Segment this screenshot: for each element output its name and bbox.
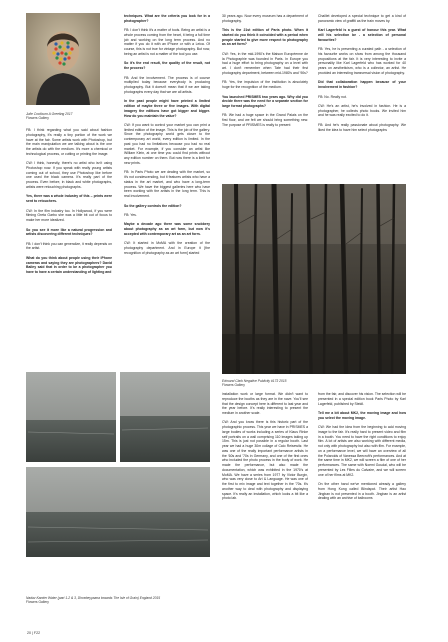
forest-image-icon — [222, 184, 406, 374]
question-paragraph: techniques. What are the criteria you look for in a photographer? — [124, 14, 210, 23]
answer-paragraph: CW: We had the idea from the beginning to add moving image to the fair. It's really hard to present video and film in a booth. You need to have the right conditions to enjoy film. A lot of artists are also working with different media, not only with photography but also with film. For example, on a performance level, we will have an overview of all the Polaroids of Vanessa Beecroft's performances. And at the same time in MK2, we will screen a film of one of her performances. The same with Noemi Goudal, who will be presented by Les Filles du Calvaire, and we will screen one of her films at MK2. — [318, 425, 406, 477]
question-paragraph: So the gallery controls the edition? — [124, 203, 182, 208]
sea-image-icon — [26, 372, 210, 557]
question-paragraph: Maybe a decade ago there was some snobbery about photography as an art form, but now it's accepted with contemporary art as an art form. — [124, 222, 210, 236]
question-paragraph: So you see it more like a natural progression and artists discovering different techniques? — [26, 227, 112, 237]
answer-paragraph: FB: In Paris Photo we are dealing with the market, so it's not condescending, but it features artists who have a status in the art market, and who have a long-term process. We have the biggest galleries here who have been working with the artists in the long term. This is real involvement. — [124, 170, 210, 199]
answer-paragraph: CW: Yes, in the mid-1990's the Maison Européenne de la Photographie was founded in Paris. In Europe you had a huge effort to bring photography on a level with art. I don't remember when Tate had their first photography department, between mid-1980's and '90s? — [222, 51, 308, 75]
forest-photo — [222, 184, 406, 374]
question-paragraph: You launched PRISMES two years ago. Why did you decide there was the need for a separate section for large format photographs? — [222, 94, 308, 108]
question-paragraph: Tell me a bit about MK2, the moving image and how you select the moving image. — [318, 410, 406, 420]
answer-paragraph: FB: We had a huge space in the Grand Palais on the first floor, and we felt we should bring something new. The purpose of PRISMES is really to present — [222, 113, 308, 127]
question-paragraph: This is the 21st edition of Paris photo. When it started do you think it coincided with a period when people started to give more respect to photography as an art form? — [222, 28, 308, 47]
answer-paragraph: FB: Yes, he is presenting a curated path - a selection of his favourite works on show from among the thousand propositions at the fair. It is very interesting to invite a personality like Karl Lagerfeld who has worked for 40 years on aestheticism, who is a collector, an artist. He provided an interesting transversal vision of photography. — [318, 47, 406, 75]
answer-paragraph: FB: And the involvement. The process is of course multiplied today because everybody is producing photography. But it doesn't mean that if we are taking photographs every day that we are all artists. — [124, 75, 210, 94]
caption-title: Edmund Clark Negative Publicity #173 2015 — [222, 379, 287, 383]
page-number: 20 | F22 — [27, 631, 41, 635]
question-paragraph: Karl Lagerfeld is a guest of honour this year. What will his selection be - a selection of personal favourites? — [318, 28, 406, 42]
question-paragraph: In the past people might have printed a limited edition of maybe three or five images. With digital imagery the editions have got bigger and bigger. How do you maintain the value? — [124, 99, 210, 118]
sea-photos — [26, 372, 210, 557]
answer-paragraph: FB: I think regarding what you said about fashion photography, it's really a tiny portion of the work we have at the fair. Some artists work with Photoshop, but the main manipulation we are talking about is the one the artists do with the medium. It's more a chemical or technological process, or cutting or printing the image. — [26, 128, 112, 156]
answer-paragraph: installation work or large format. We didn't want to reproduce the booths as they are in the nave. You'll see that the design concept here is different to last year and the year before. It's really interesting to present the medium in another scale. — [222, 392, 308, 415]
question-paragraph: What do you think about people using their iPhone cameras and saying they are photographers? David Bailey said that in order to be a photographer you have to have a certain understanding of lighting and — [26, 255, 112, 275]
caption-gallery: Flowers Gallery — [222, 383, 245, 388]
article-column-3 — [222, 14, 308, 179]
article-column-3-continued — [222, 392, 308, 552]
answer-paragraph: CW: It started in MoMA with the creation of the photography department. And in Europe it [the recognition of photography as an art form] started — [124, 241, 210, 255]
question-paragraph: Did that collaboration happen because of your involvement in fashion? — [318, 80, 406, 90]
answer-paragraph: FB: Yes, the impulsion of the institution is absolutely huge for the recognition of the medium. — [222, 80, 308, 90]
answer-paragraph: FB: And he's really passionate about photography. We liked the idea to have him select photographs — [318, 122, 406, 132]
forest-caption — [222, 379, 406, 387]
answer-paragraph: FB: No. Really not. — [318, 94, 347, 99]
article-column-2 — [124, 14, 210, 354]
article-column-1 — [26, 128, 112, 358]
answer-paragraph: FB: Yes. — [124, 213, 137, 217]
answer-paragraph: Chaillet developed a special technique to get a kind of panoramic view of graffiti as the train moves by. — [318, 14, 406, 23]
answer-paragraph: 30 years ago. Now every museum has a department of photography. — [222, 14, 308, 23]
article-column-4-continued — [318, 392, 406, 552]
caption-gallery: Flowers Gallery — [26, 116, 49, 121]
answer-paragraph: CW: I think, honestly, there's no artist who isn't using Photoshop now. If you speak with really young artists coming out of school, they use Photoshop like before one used the black camera. It's really part of the process. Even before, in black and white photographs, artists were retouching photographs. — [26, 161, 112, 189]
answer-paragraph: CW: And you know there is this historic part of the photographic process. This year we have in PRISMES a large bodies of works including a series of Klaus Rinke self portraits on a wall comprising 110 images taking up 15m. This is just not possible in a regular booth. Last year we had a huge 30m collage of Caio Reisewitz. He was one of the really important performance artists in the '60s and '70s in Germany, and one of the first ones who included the photo process in the body of work. He made the performance, but also made the documentation, which was exhibited in the 1970's at MoMA. We have a series from 1977 by Victor Burgin, who was very close to Art & Language. He was one of the first to mix image and text together in the '70s. It's another way to deal with photography and displaying space. It's really an installation, which looks a bit like a photo lab. — [222, 420, 308, 501]
portrait-caption — [26, 112, 106, 120]
answer-paragraph: from the fair, and discover his vision. The selection will be presented in a special edition book Paris Photo by Karl Lagerfeld, published by Steidl. — [318, 392, 406, 406]
answer-paragraph: On the other hand we've mentioned already a gallery from Hong Kong called Blindspot. Their artist Hao Jingban is not presented in a booth. Jingban is an artist dealing with an archive of ballrooms — [318, 482, 406, 501]
answer-paragraph: FB: I don't think you can generalize, it really depends on the artist. — [26, 241, 112, 251]
answer-paragraph: CW: If you want to control your market you can print a limited edition of the image. This is the job of the gallery. Since the photography world gets closer to the contemporary art world, every edition is limited. In the past you had no limitations because you had no real market. For example, if you consider an artist like William Klein, at one time you could find prints without any edition number on them. But now there is a limit for new prints. — [124, 122, 210, 165]
question-paragraph: So it's the end result, the quality of the result, not the process? — [124, 61, 210, 71]
caption-title: Julie Cockburn A Greeting 2017 — [26, 112, 73, 116]
portrait-photo — [26, 13, 100, 105]
answer-paragraph: CW: In the film industry too. In Hollywood, if you were filming Greta Garbo she was a little bit out of focus to make her more idealized. — [26, 208, 112, 223]
sea-caption — [26, 596, 226, 604]
portrait-artwork-icon — [26, 13, 100, 105]
caption-title: Nadav Kander Water (part 1-2 & 3, Dhoebeyyaana towards The Isle of Grain) England 2015 — [26, 596, 161, 600]
article-column-4 — [318, 14, 406, 179]
caption-gallery: Flowers Gallery — [26, 600, 49, 605]
question-paragraph: Yes, there was a whole industry of this – prints were sent to retouchers. — [26, 194, 112, 204]
answer-paragraph: CW: He's an artist, he's involved in fashion. He is a photographer, he collects photo books. We invited him and he was really excited to do it. — [318, 103, 406, 118]
answer-paragraph: FB: I don't think it's a matter of tools. Being an artist is a whole process coming from the heart, it being a full time job and working on the long term process. And no matter if you do it with an iPhone or with a Leica. Of course, this is not true for vintage photography. But now, being an artist is not a matter of the tool you use. — [124, 28, 210, 56]
